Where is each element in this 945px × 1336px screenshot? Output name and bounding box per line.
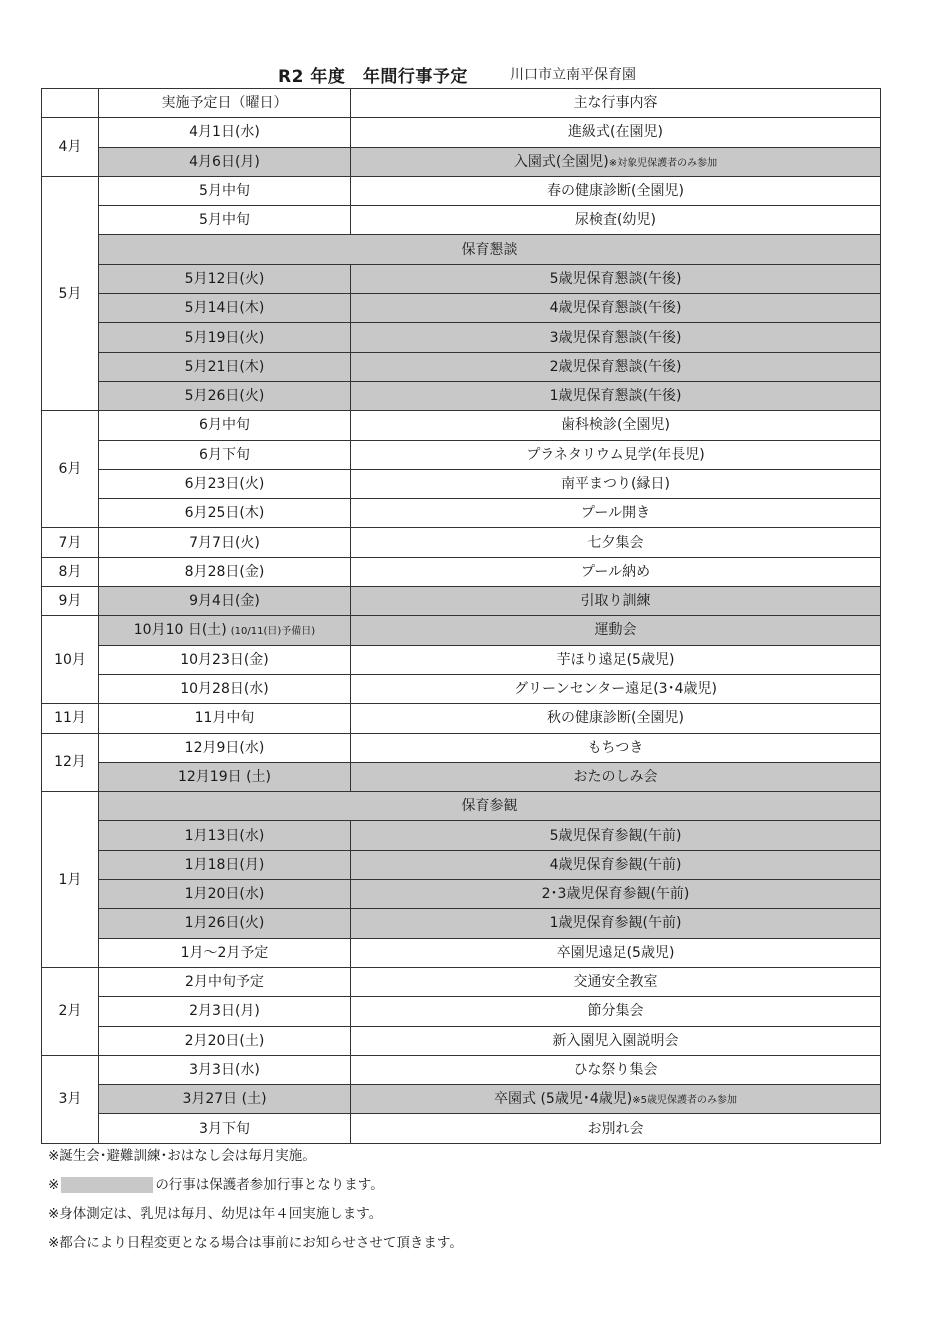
date-cell (99, 616, 351, 645)
event-text: 歯科検診(全園児) (561, 417, 670, 434)
organization-name: 川口市立南平保育園 (510, 67, 636, 83)
event-text: 卒園式 (5歳児･4歳児) (494, 1091, 633, 1108)
table-row (42, 1085, 881, 1114)
date-cell (99, 967, 351, 996)
note-1: ※誕生会･避難訓練･おはなし会は毎月実施。 (48, 1148, 316, 1164)
date-cell (99, 206, 351, 235)
event-cell (351, 587, 881, 616)
date-cell (99, 469, 351, 498)
title-line (0, 62, 945, 86)
date-text: 11月中旬 (194, 710, 255, 727)
date-text: 6月下旬 (199, 446, 250, 463)
date-text: 5月21日(木) (184, 358, 265, 375)
note-2 (48, 1175, 463, 1204)
table-row (42, 967, 881, 996)
event-text: 2歳児保育懇談(午後) (549, 358, 682, 375)
date-cell (99, 997, 351, 1026)
event-cell (351, 352, 881, 381)
month-cell: 9月 (42, 587, 99, 616)
event-cell (351, 528, 881, 557)
event-text: プール開き (580, 505, 651, 522)
event-cell (351, 674, 881, 703)
table-row (42, 469, 881, 498)
event-cell (351, 381, 881, 410)
event-text: 2･3歳児保育参観(午前) (541, 886, 690, 903)
table-row (42, 1055, 881, 1084)
table-row (42, 206, 881, 235)
date-cell (99, 1085, 351, 1114)
header-month (42, 89, 99, 118)
event-text: 春の健康診断(全園児) (547, 183, 684, 200)
date-text: 6月中旬 (199, 417, 250, 434)
month-cell: 2月 (42, 967, 99, 1055)
shaded-legend-box (61, 1177, 153, 1193)
date-text: 1月13日(水) (184, 827, 265, 844)
date-cell (99, 587, 351, 616)
table-row (42, 792, 881, 821)
date-text: 6月23日(火) (184, 476, 265, 492)
event-text: 節分集会 (587, 1003, 644, 1020)
table-row (42, 528, 881, 557)
table-row (42, 587, 881, 616)
date-cell (99, 499, 351, 528)
table-row (42, 1114, 881, 1143)
table-row (42, 674, 881, 703)
event-text: 5歳児保育参観(午前) (549, 827, 682, 844)
month-cell: 4月 (42, 118, 99, 177)
event-cell (351, 997, 881, 1026)
event-cell (351, 938, 881, 967)
note-4: ※都合により日程変更となる場合は事前にお知らせさせて頂きます。 (48, 1235, 463, 1251)
event-cell (351, 411, 881, 440)
date-cell (99, 118, 351, 147)
date-cell (99, 1026, 351, 1055)
notes (48, 1146, 463, 1262)
date-text: 5月中旬 (199, 183, 250, 200)
schedule-body (42, 89, 881, 1144)
table-row (42, 323, 881, 352)
date-text: 10月10 日(土) (133, 622, 227, 639)
month-cell: 5月 (42, 176, 99, 410)
note-2-suffix: の行事は保護者参加行事となります。 (155, 1177, 384, 1193)
date-cell (99, 909, 351, 938)
month-cell: 1月 (42, 792, 99, 968)
date-cell (99, 1055, 351, 1084)
event-text: 4歳児保育懇談(午後) (549, 300, 682, 317)
date-cell (99, 264, 351, 293)
date-cell (99, 528, 351, 557)
table-row (42, 1026, 881, 1055)
event-text: 4歳児保育参観(午前) (549, 856, 682, 873)
event-text: 秋の健康診断(全園児) (547, 710, 684, 727)
month-cell: 8月 (42, 557, 99, 586)
event-text: 七夕集会 (587, 534, 644, 551)
date-text: 3月3日(水) (189, 1061, 260, 1078)
table-row (42, 997, 881, 1026)
month-cell: 7月 (42, 528, 99, 557)
event-text: グリーンセンター遠足(3･4歳児) (514, 681, 717, 698)
event-cell (351, 1055, 881, 1084)
date-cell (99, 352, 351, 381)
event-cell (351, 118, 881, 147)
month-cell: 10月 (42, 616, 99, 704)
date-text: 2月中旬予定 (185, 974, 264, 991)
event-cell (351, 499, 881, 528)
date-text: 5月14日(木) (184, 300, 265, 317)
date-text: 6月25日(木) (184, 505, 265, 522)
event-cell (351, 294, 881, 323)
date-cell (99, 323, 351, 352)
table-row (42, 499, 881, 528)
event-cell (351, 880, 881, 909)
event-cell (351, 733, 881, 762)
date-cell (99, 440, 351, 469)
date-cell (99, 674, 351, 703)
section-header-cell: 保育参観 (99, 792, 881, 821)
table-row (42, 118, 881, 147)
date-text: 12月9日(水) (184, 739, 265, 756)
date-text: 3月下旬 (199, 1120, 250, 1137)
month-cell: 11月 (42, 704, 99, 733)
date-cell (99, 381, 351, 410)
month-cell: 12月 (42, 733, 99, 792)
date-text: 4月6日(月) (189, 153, 260, 170)
event-cell (351, 821, 881, 850)
event-cell (351, 909, 881, 938)
event-text: 交通安全教室 (573, 974, 658, 991)
date-cell (99, 176, 351, 205)
table-row (42, 909, 881, 938)
month-cell: 3月 (42, 1055, 99, 1143)
table-row (42, 880, 881, 909)
event-text: 南平まつり(縁日) (561, 476, 670, 492)
event-note: ※対象児保護者のみ参加 (608, 157, 718, 169)
event-text: 5歳児保育懇談(午後) (549, 270, 682, 287)
event-text: 卒園児遠足(5歳児) (556, 944, 675, 961)
table-row (42, 352, 881, 381)
event-cell (351, 264, 881, 293)
date-text: 9月4日(金) (189, 593, 260, 610)
table-row (42, 381, 881, 410)
table-row (42, 440, 881, 469)
event-text: プラネタリウム見学(年長児) (526, 446, 705, 463)
table-row (42, 704, 881, 733)
date-text: 5月26日(火) (184, 388, 265, 405)
event-cell (351, 967, 881, 996)
event-text: 尿検査(幼児) (575, 212, 656, 229)
date-text: 2月3日(月) (189, 1003, 260, 1020)
table-row (42, 294, 881, 323)
event-text: 芋ほり遠足(5歳児) (556, 651, 675, 668)
event-cell (351, 206, 881, 235)
date-text: 1月26日(火) (184, 915, 265, 932)
date-text: 12月19日 (土) (177, 768, 271, 785)
date-cell (99, 411, 351, 440)
table-row (42, 176, 881, 205)
date-cell (99, 880, 351, 909)
note-2-prefix: ※ (48, 1177, 60, 1193)
event-cell (351, 616, 881, 645)
header-row (42, 89, 881, 118)
event-cell (351, 147, 881, 176)
note-3: ※身体測定は、乳児は毎月、幼児は年４回実施します。 (48, 1206, 383, 1222)
event-text: 3歳児保育懇談(午後) (549, 329, 682, 346)
date-cell (99, 294, 351, 323)
event-cell (351, 323, 881, 352)
schedule-table (41, 88, 881, 1144)
date-note: (10/11(日)予備日) (230, 626, 316, 638)
table-row (42, 557, 881, 586)
page-title: R2 年度 年間行事予定 (278, 67, 468, 87)
event-text: 入園式(全園児) (513, 153, 609, 170)
date-cell (99, 1114, 351, 1143)
table-row (42, 616, 881, 645)
event-cell (351, 645, 881, 674)
section-header-cell: 保育懇談 (99, 235, 881, 264)
table-row (42, 147, 881, 176)
table-row (42, 264, 881, 293)
date-text: 8月28日(金) (184, 563, 265, 580)
event-text: お別れ会 (587, 1120, 644, 1137)
date-cell (99, 733, 351, 762)
table-row (42, 733, 881, 762)
table-row (42, 938, 881, 967)
table-row (42, 645, 881, 674)
event-text: おたのしみ会 (573, 768, 658, 785)
date-text: 1月20日(水) (184, 886, 265, 903)
event-text: 運動会 (594, 622, 637, 639)
event-cell (351, 704, 881, 733)
date-cell (99, 850, 351, 879)
event-cell (351, 440, 881, 469)
event-cell (351, 762, 881, 791)
table-row (42, 821, 881, 850)
table-row (42, 235, 881, 264)
date-text: 10月28日(水) (180, 681, 269, 698)
date-text: 2月20日(土) (184, 1032, 265, 1049)
event-text: 1歳児保育懇談(午後) (549, 388, 682, 405)
event-note: ※5歳児保護者のみ参加 (632, 1095, 737, 1107)
event-cell (351, 1114, 881, 1143)
date-text: 1月～2月予定 (180, 944, 269, 961)
date-text: 4月1日(水) (189, 124, 260, 141)
date-cell (99, 645, 351, 674)
date-cell (99, 704, 351, 733)
date-cell (99, 938, 351, 967)
event-text: ひな祭り集会 (573, 1061, 658, 1078)
event-cell (351, 1085, 881, 1114)
event-cell (351, 850, 881, 879)
date-cell (99, 821, 351, 850)
date-cell (99, 557, 351, 586)
event-cell (351, 469, 881, 498)
table-row (42, 762, 881, 791)
event-text: 進級式(在園児) (568, 124, 663, 141)
date-text: 1月18日(月) (184, 856, 265, 873)
date-text: 5月19日(火) (184, 329, 265, 346)
event-text: 新入園児入園説明会 (552, 1032, 679, 1049)
event-text: もちつき (587, 739, 644, 756)
date-text: 5月12日(火) (184, 270, 265, 287)
date-text: 3月27日 (土) (182, 1091, 267, 1108)
header-event: 主な行事内容 (351, 89, 881, 118)
date-cell (99, 762, 351, 791)
date-text: 7月7日(火) (189, 534, 260, 551)
event-text: 1歳児保育参観(午前) (549, 915, 682, 932)
event-cell (351, 557, 881, 586)
event-text: プール納め (580, 563, 651, 580)
date-text: 5月中旬 (199, 212, 250, 229)
table-row (42, 850, 881, 879)
event-cell (351, 176, 881, 205)
header-date: 実施予定日（曜日） (99, 89, 351, 118)
date-text: 10月23日(金) (180, 651, 269, 668)
month-cell: 6月 (42, 411, 99, 528)
table-row (42, 411, 881, 440)
event-cell (351, 1026, 881, 1055)
date-cell (99, 147, 351, 176)
event-text: 引取り訓練 (580, 593, 651, 610)
